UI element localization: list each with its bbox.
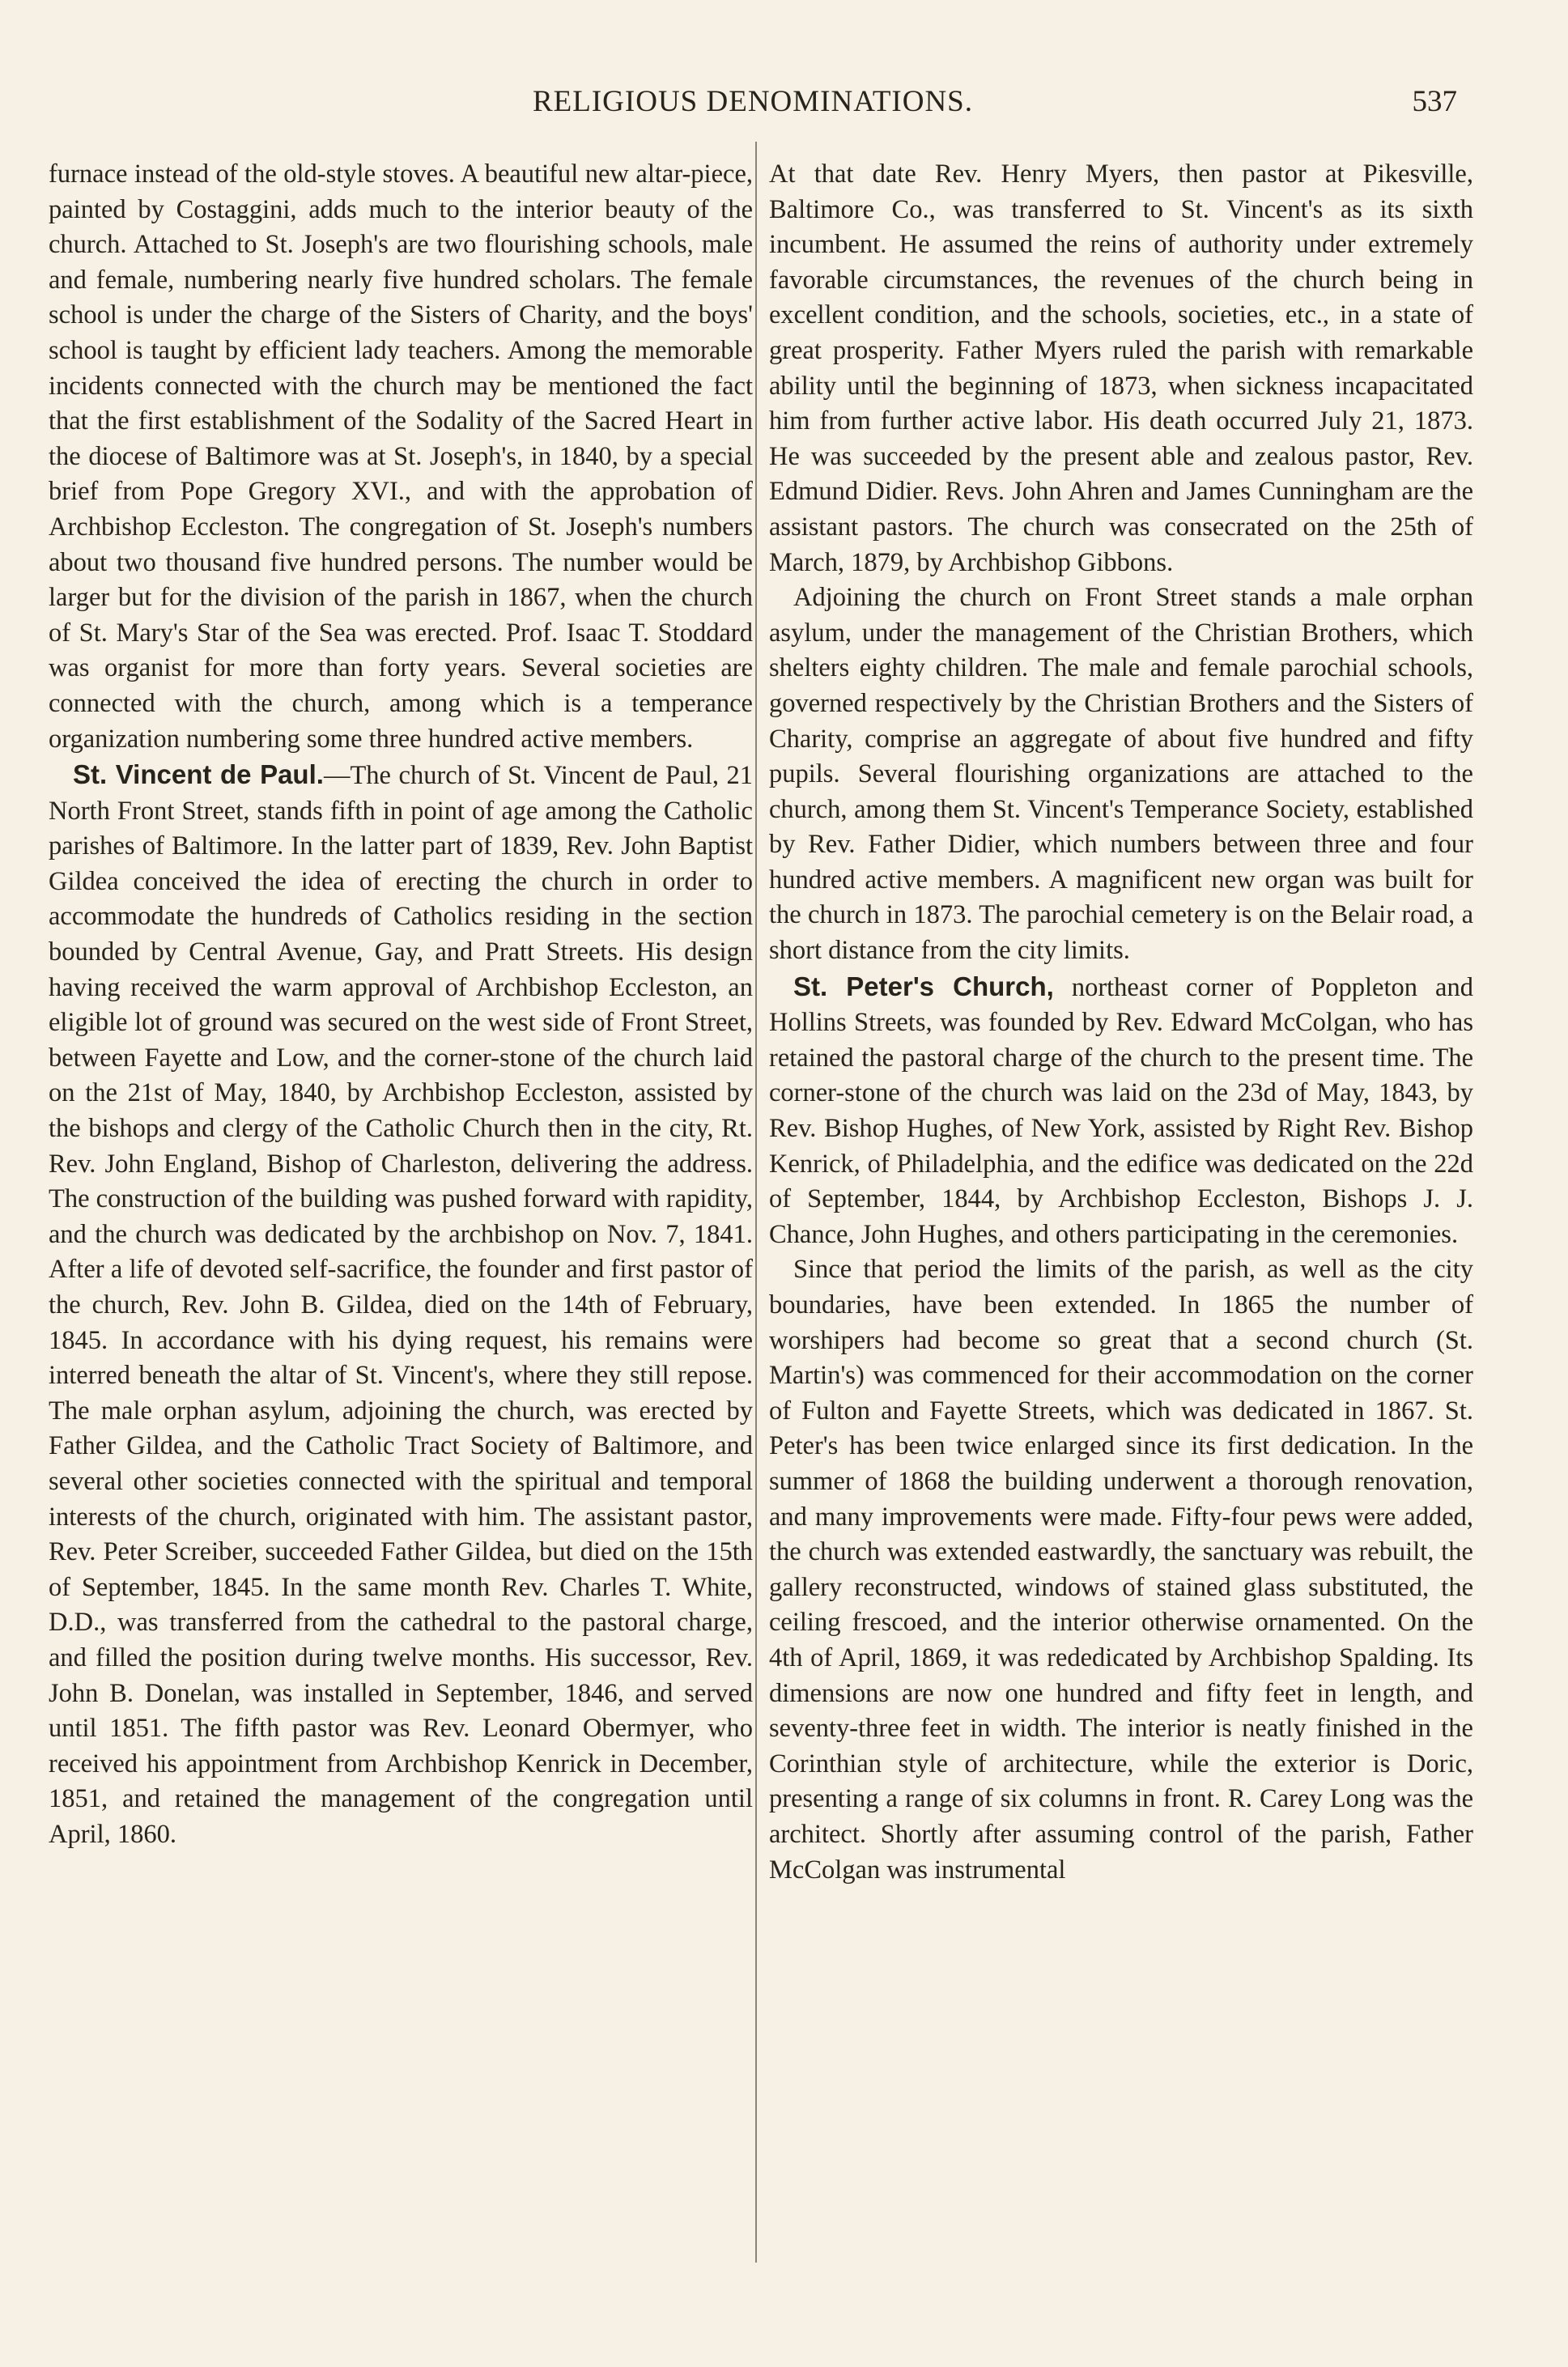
section-heading-st-peter: St. Peter's Church,: [793, 971, 1054, 1001]
page-header: [49, 78, 1457, 126]
paragraph-st-peter: [769, 969, 1473, 1253]
paragraph-orphan-asylum: Adjoining the church on Front Street stands a male orphan asylum, under the management of the Christian Brothers, which shelters eighty children. The male and female parochial schools, governed respectively by the Christian Brothers and the Sisters of Charity, comprise an aggregate of about five hundred and fifty pupils. Several flourishing organizations are attached to the church, among them St. Vincent's Temperance Society, established by Rev. Father Didier, which numbers between three and four hundred active members. A magnificent new organ was built for the church in 1873. The parochial cemetery is on the Belair road, a short distance from the city limits.: [769, 583, 1473, 966]
paragraph-st-peter-history: Since that period the limits of the parish, as well as the city boundaries, have been extended. In 1865 the number of worshipers had become so great that a second church (St. Martin's) was commenced for their accommodation on the corner of Fulton and Fayette Streets, which was dedicated in 1867. St. Peter's has been twice enlarged since its first dedication. In the summer of 1868 the building underwent a thorough renovation, and many improvements were made. Fifty-four pews were added, the church was extended eastwardly, the sanctuary was rebuilt, the gallery reconstructed, windows of stained glass substituted, the ceiling frescoed, and the interior otherwise ornamented. On the 4th of April, 1869, it was rededicated by Archbishop Spalding. Its dimensions are now one hundred and fifty feet in length, and seventy-three feet in width. The interior is neatly finished in the Corinthian style of architecture, while the exterior is Doric, presenting a range of six columns in front. R. Carey Long was the architect. Shortly after assuming control of the parish, Father McColgan was instrumental: [769, 1255, 1473, 1885]
paragraph-st-vincent: [49, 757, 753, 1852]
paragraph-body: —The church of St. Vincent de Paul, 21 North Front Street, stands fifth in point of age among the Catholic parishes of Baltimore. In the latter part of 1839, Rev. John Baptist Gildea conceived the idea of erecting the church in order to accommodate the hundreds of Catholics residing in the section bounded by Central Avenue, Gay, and Pratt Streets. His design having received the warm approval of Archbishop Eccleston, an eligible lot of ground was secured on the west side of Front Street, between Fayette and Low, and the corner-stone of the church laid on the 21st of May, 1840, by Archbishop Eccleston, assisted by the bishops and clergy of the Catholic Church then in the city, Rt. Rev. John England, Bishop of Charleston, delivering the address. The construction of the building was pushed forward with rapidity, and the church was dedicated by the archbishop on Nov. 7, 1841. After a life of devoted self-sacrifice, the founder and first pastor of the church, Rev. John B. Gildea, died on the 14th of February, 1845. In accordance with his dying request, his remains were interred beneath the altar of St. Vincent's, where they still repose. The male orphan asylum, adjoining the church, was erected by Father Gildea, and the Catholic Tract Society of Baltimore, and several other societies connected with the spiritual and temporal interests of the church, originated with him. The assistant pastor, Rev. Peter Screiber, succeeded Father Gildea, but died on the 15th of September, 1845. In the same month Rev. Charles T. White, D.D., was transferred from the cathedral to the pastoral charge, and filled the position during twelve months. His successor, Rev. John B. Donelan, was installed in September, 1846, and served until 1851. The fifth pastor was Rev. Leonard Obermyer, who received his appointment from Archbishop Kenrick in December, 1851, and retained the management of the congregation until April, 1860.: [49, 761, 753, 1849]
left-column: [49, 157, 753, 1853]
paragraph-st-vincent-continued: At that date Rev. Henry Myers, then pastor at Pikesville, Baltimore Co., was transferred to St. Vincent's as its sixth incumbent. He assumed the reins of authority under extremely favorable circumstances, the revenues of the church being in excellent condition, and the schools, societies, etc., in a state of great prosperity. Father Myers ruled the parish with remarkable ability until the beginning of 1873, when sickness incapacitated him from further active labor. His death occurred July 21, 1873. He was succeeded by the present able and zealous pastor, Rev. Edmund Didier. Revs. John Ahren and James Cunningham are the assistant pastors. The church was consecrated on the 25th of March, 1879, by Archbishop Gibbons.: [769, 159, 1473, 577]
column-divider: [755, 142, 757, 2263]
paragraph-st-joseph-continued: furnace instead of the old-style stoves. A beautiful new altar-piece, painted by Costaggini, adds much to the interior beauty of the church. Attached to St. Joseph's are two flourishing schools, male and female, numbering nearly five hundred scholars. The female school is under the charge of the Sisters of Charity, and the boys' school is taught by efficient lady teachers. Among the memorable incidents connected with the church may be mentioned the fact that the first establishment of the Sodality of the Sacred Heart in the diocese of Baltimore was at St. Joseph's, in 1840, by a special brief from Pope Gregory XVI., and with the approbation of Archbishop Eccleston. The congregation of St. Joseph's numbers about two thousand five hundred persons. The number would be larger but for the division of the parish in 1867, when the church of St. Mary's Star of the Sea was erected. Prof. Isaac T. Stoddard was organist for more than forty years. Several societies are connected with the church, among which is a temperance organization numbering some three hundred active members.: [49, 159, 753, 754]
running-head: RELIGIOUS DENOMINATIONS.: [532, 85, 974, 118]
paragraph-body: northeast corner of Poppleton and Hollins Streets, was founded by Rev. Edward McColgan, who has retained the pastoral charge of the church to the present time. The corner-stone of the church was laid on the 23d of May, 1843, by Rev. Bishop Hughes, of New York, assisted by Right Rev. Bishop Kenrick, of Philadelphia, and the edifice was dedicated on the 22d of September, 1844, by Archbishop Eccleston, Bishops J. J. Chance, John Hughes, and others participating in the ceremonies.: [769, 972, 1473, 1249]
section-heading-st-vincent: St. Vincent de Paul.: [73, 759, 324, 790]
right-column: [769, 157, 1473, 1888]
page-number: 537: [1412, 85, 1457, 118]
